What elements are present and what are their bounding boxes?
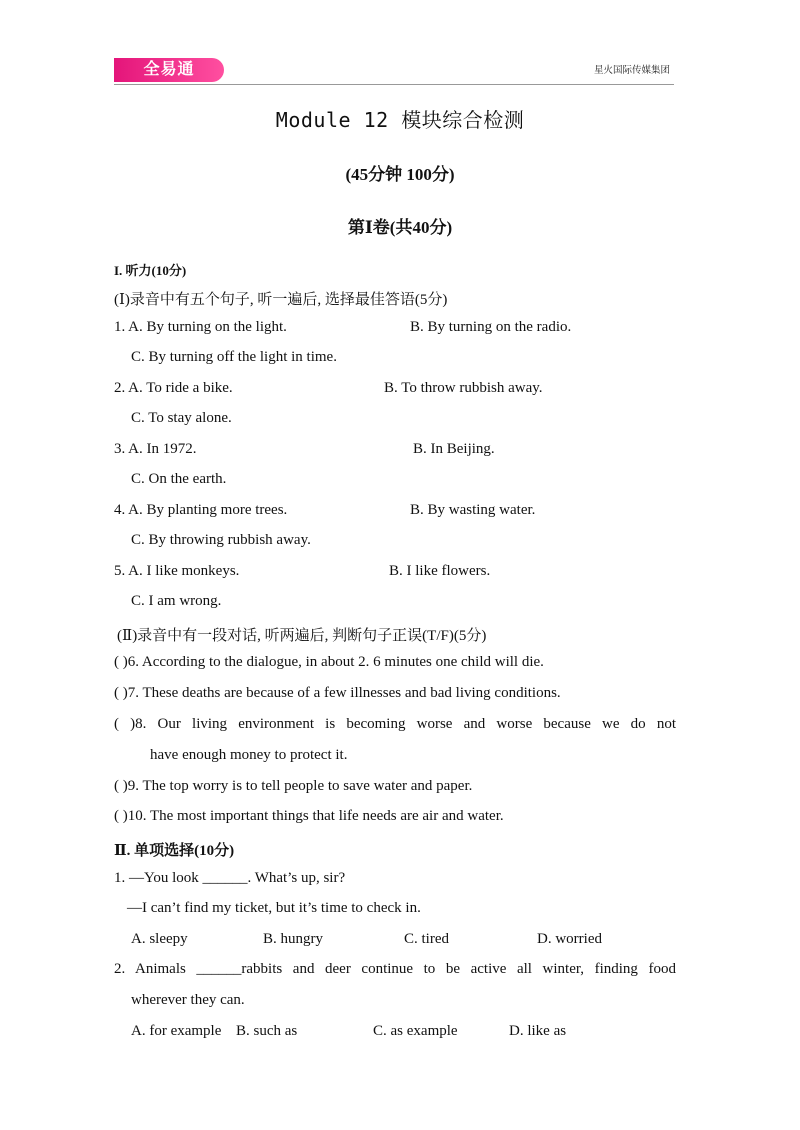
q3-option-a: 3. A. In 1972. (114, 441, 197, 457)
q4-option-a: 4. A. By planting more trees. (114, 502, 288, 518)
part-heading: 第Ⅰ卷(共40分) (347, 218, 453, 237)
section1-instruction: (Ⅰ)录音中有五个句子, 听一遍后, 选择最佳答语(5分) (114, 292, 448, 308)
page-title: Module 12 模块综合检测 (275, 108, 525, 132)
tf-item-8: ( )8. Our living environment is becoming worse and worse because we do not (114, 716, 676, 732)
section2-instruction: (Ⅱ)录音中有一段对话, 听两遍后, 判断句子正误(T/F)(5分) (117, 628, 487, 644)
tf-item-7: ( )7. These deaths are because of a few illnesses and bad living conditions. (114, 685, 561, 701)
q2-option-c: C. To stay alone. (131, 410, 232, 426)
choice-q2-stem-cont: wherever they can. (131, 992, 245, 1008)
header-rule (114, 84, 674, 85)
publisher-name: 星火国际传媒集团 (593, 65, 670, 76)
q4-option-b: B. By wasting water. (410, 502, 536, 518)
choice-q2-option-c: C. as example (373, 1023, 458, 1039)
choice-heading: Ⅱ. 单项选择(10分) (114, 843, 235, 859)
time-score: (45分钟 100分) (345, 165, 455, 184)
choice-q2-option-d: D. like as (509, 1023, 567, 1039)
choice-q2-stem: 2. Animals ______rabbits and deer continue to be active all winter, finding food (114, 961, 676, 977)
choice-q1-reply: —I can’t find my ticket, but it’s time to check in. (127, 900, 421, 916)
tf-item-9: ( )9. The top worry is to tell people to save water and paper. (114, 778, 473, 794)
q1-option-c: C. By turning off the light in time. (131, 349, 337, 365)
q2-option-a: 2. A. To ride a bike. (114, 380, 233, 396)
choice-q2-option-a: A. for example (131, 1023, 222, 1039)
q5-option-a: 5. A. I like monkeys. (114, 563, 240, 579)
q4-option-c: C. By throwing rubbish away. (131, 532, 311, 548)
choice-q1-option-c: C. tired (404, 931, 449, 947)
listening-heading: I. 听力(10分) (114, 263, 187, 278)
choice-q1-option-d: D. worried (537, 931, 602, 947)
q5-option-b: B. I like flowers. (389, 563, 491, 579)
brand-logo: 全易通 (114, 58, 224, 82)
q1-option-b: B. By turning on the radio. (410, 319, 572, 335)
q3-option-b: B. In Beijing. (413, 441, 495, 457)
q5-option-c: C. I am wrong. (131, 593, 222, 609)
choice-q1-option-a: A. sleepy (131, 931, 188, 947)
q2-option-b: B. To throw rubbish away. (384, 380, 543, 396)
q3-option-c: C. On the earth. (131, 471, 227, 487)
choice-q1-stem: 1. —You look ______. What’s up, sir? (114, 870, 346, 886)
tf-item-10: ( )10. The most important things that life needs are air and water. (114, 808, 504, 824)
tf-item-8-cont: have enough money to protect it. (150, 747, 348, 763)
tf-item-6: ( )6. According to the dialogue, in about 2. 6 minutes one child will die. (114, 654, 544, 670)
q1-option-a: 1. A. By turning on the light. (114, 319, 287, 335)
choice-q2-option-b: B. such as (236, 1023, 298, 1039)
choice-q1-option-b: B. hungry (263, 931, 323, 947)
page-header (114, 54, 674, 86)
